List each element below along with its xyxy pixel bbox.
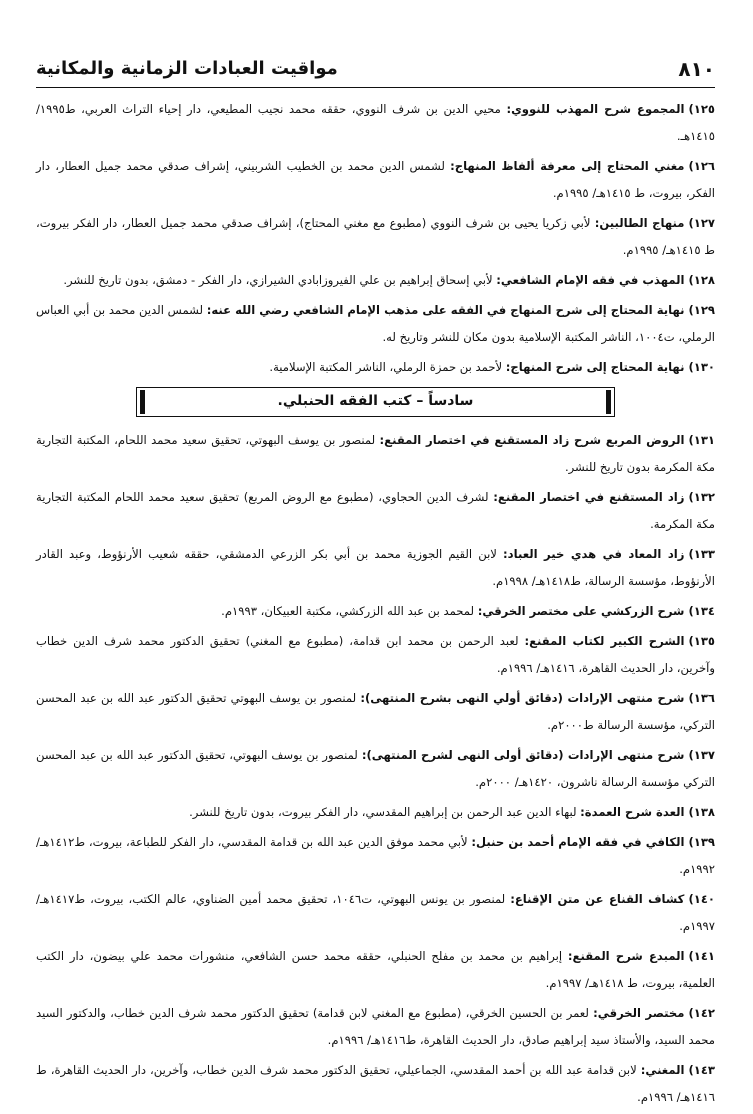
entry-number: ١٣٩) bbox=[688, 835, 715, 849]
header-divider bbox=[36, 87, 715, 88]
bibliography-entry bbox=[36, 886, 715, 940]
entry-number: ١٣٤) bbox=[688, 604, 715, 618]
entry-description: لابن قدامة عبد الله بن أحمد المقدسي، الجماعيلي، تحقيق الدكتور محمد شرف الدين خطاب، وآخرين، دار الحديث القاهرة، ط ١٤١٦هـ/ ١٩٩٦م. bbox=[36, 1063, 715, 1104]
bibliography-entry bbox=[36, 484, 715, 538]
entry-title: نهاية المحتاج إلى شرح المنهاج في الفقه على مذهب الإمام الشافعي رضي الله عنه: bbox=[206, 303, 685, 317]
bibliography-entry bbox=[36, 1000, 715, 1054]
bibliography-entry bbox=[36, 96, 715, 150]
bibliography-entry bbox=[36, 628, 715, 682]
bibliography-entry bbox=[36, 354, 715, 381]
entry-description: لمنصور بن يوسف البهوتي، تحقيق سعيد محمد اللحام، المكتبة التجارية مكة المكرمة بدون تاريخ للنشر. bbox=[36, 433, 715, 474]
entry-description: لمحمد بن عبد الله الزركشي، مكتبة العبيكان، ١٩٩٣م. bbox=[221, 604, 478, 618]
entry-title: المجموع شرح المهذب للنووي: bbox=[506, 102, 685, 116]
entry-description: إبراهيم بن محمد بن مفلح الحنبلي، حققه محمد حسن الشافعي، منشورات محمد علي بيضون، دار الكتب العلمية، بيروت، ط ١٤١٨هـ/ ١٩٩٧م. bbox=[36, 949, 715, 990]
entry-number: ١٣٦) bbox=[688, 691, 715, 705]
bibliography-entry bbox=[36, 943, 715, 997]
entry-title: الروض المربع شرح زاد المستقنع في اختصار المقنع: bbox=[379, 433, 685, 447]
entry-title: كشاف القناع عن متن الإقناع: bbox=[510, 892, 685, 906]
entry-description: محيي الدين بن شرف النووي، حققه محمد نجيب المطيعي، دار إحياء التراث العربي، ط١٩٩٥/ ١٤١٥هـ. bbox=[36, 102, 715, 143]
bibliography-entry bbox=[36, 685, 715, 739]
section-heading-box bbox=[136, 387, 615, 417]
entry-number: ١٢٧) bbox=[688, 216, 715, 230]
entry-title: مغني المحتاج إلى معرفة ألفاظ المنهاج: bbox=[450, 159, 685, 173]
bibliography-entry bbox=[36, 742, 715, 796]
entry-description: لمنصور بن يوسف البهوتي، تحقيق الدكتور عبد الله بن عبد المحسن التركي مؤسسة الرسالة ناشرون، ١٤٢٠هـ/ ٢٠٠٠م. bbox=[36, 748, 715, 789]
entry-description: لشرف الدين الحجاوي، (مطبوع مع الروض المربع) تحقيق سعيد محمد اللحام المكتبة التجارية مكة المكرمة. bbox=[36, 490, 715, 531]
bibliography-entry bbox=[36, 297, 715, 351]
entry-description: لابن القيم الجوزية محمد بن أبي بكر الزرعي الدمشقي، حققه شعيب الأرنؤوط، وعبد القادر الأرنؤوط، مؤسسة الرسالة، ط١٤١٨هـ/ ١٩٩٨م. bbox=[36, 547, 715, 588]
entry-number: ١٤٣) bbox=[688, 1063, 715, 1077]
entry-title: شرح الزركشي على مختصر الخرقي: bbox=[477, 604, 685, 618]
entry-title: المغني: bbox=[640, 1063, 685, 1077]
bibliography-entry bbox=[36, 829, 715, 883]
entry-number: ١٤٢) bbox=[688, 1006, 715, 1020]
entry-number: ١٣٨) bbox=[688, 805, 715, 819]
entry-title: زاد المعاد في هدي خير العباد: bbox=[503, 547, 685, 561]
entry-description: لمنصور بن يونس البهوتي، ت١٠٤٦، تحقيق محمد أمين الضناوي، عالم الكتب، بيروت، ط١٤١٧هـ/ ١٩٩٧م. bbox=[36, 892, 715, 933]
bibliography-entry bbox=[36, 799, 715, 826]
page-number: ٨١٠ bbox=[678, 57, 715, 81]
entry-description: لبهاء الدين عبد الرحمن بن إبراهيم المقدسي، دار الفكر بيروت، بدون تاريخ للنشر. bbox=[189, 805, 581, 819]
bibliography-entry bbox=[36, 267, 715, 294]
entry-number: ١٢٦) bbox=[688, 159, 716, 173]
entry-number: ١٢٥) bbox=[688, 102, 715, 116]
entry-number: ١٢٩) bbox=[688, 303, 715, 317]
bibliography-entry bbox=[36, 1057, 715, 1111]
section-heading: سادساً – كتب الفقه الحنبلي. bbox=[277, 393, 474, 409]
entry-title: العدة شرح العمدة: bbox=[580, 805, 685, 819]
entry-description: لأحمد بن حمزة الرملي، الناشر المكتبة الإسلامية. bbox=[269, 360, 506, 374]
entry-number: ١٣٧) bbox=[688, 748, 715, 762]
entry-description: لأبي محمد موفق الدين عبد الله بن قدامة المقدسي، دار الفكر للطباعة، بيروت، ط١٤١٢هـ/ ١٩٩٢م. bbox=[36, 835, 715, 876]
entry-title: منهاج الطالبين: bbox=[594, 216, 685, 230]
entry-number: ١٣٥) bbox=[688, 634, 715, 648]
entry-description: لعبد الرحمن بن محمد ابن قدامة، (مطبوع مع المغني) تحقيق الدكتور محمد شرف الدين خطاب وآخرين، دار الحديث القاهرة، ١٤١٦هـ/ ١٩٩٦م. bbox=[36, 634, 715, 675]
entry-description: لشمس الدين محمد بن أبي العباس الرملي، ت١٠٠٤، الناشر المكتبة الإسلامية بدون مكان للنشر وتاريخ له. bbox=[36, 303, 715, 344]
entry-number: ١٣١) bbox=[688, 433, 715, 447]
entry-description: لمنصور بن يوسف البهوتي تحقيق الدكتور عبد الله بن عبد المحسن التركي، مؤسسة الرسالة ط٢٠٠٠م. bbox=[36, 691, 715, 732]
entry-number: ١٣٣) bbox=[688, 547, 715, 561]
entry-number: ١٤١) bbox=[688, 949, 715, 963]
entry-title: نهاية المحتاج إلى شرح المنهاج: bbox=[505, 360, 685, 374]
entry-title: زاد المستقنع في اختصار المقنع: bbox=[493, 490, 685, 504]
entry-title: المبدع شرح المقنع: bbox=[567, 949, 685, 963]
bibliography-entry bbox=[36, 427, 715, 481]
entry-title: الكافي في فقه الإمام أحمد بن حنبل: bbox=[471, 835, 685, 849]
bibliography-entry bbox=[36, 153, 715, 207]
bibliography-entry bbox=[36, 541, 715, 595]
entry-number: ١٣٢) bbox=[688, 490, 715, 504]
entry-title: مختصر الخرقي: bbox=[593, 1006, 685, 1020]
entry-title: شرح منتهى الإرادات (دقائق أولى النهى لشرح المنتهى): bbox=[361, 748, 685, 762]
bibliography-entry bbox=[36, 210, 715, 264]
entry-description: لعمر بن الحسين الخرقي، (مطبوع مع المغني لابن قدامة) تحقيق الدكتور محمد شرف الدين خطاب، والدكتور السيد محمد السيد، والأستاذ سيد إبراهيم صادق، دار الحديث القاهرة، ط١٤١٦هـ/ ١٩٩٦م. bbox=[36, 1006, 715, 1047]
entry-title: شرح منتهى الإرادات (دقائق أولي النهى بشرح المنتهى): bbox=[360, 691, 685, 705]
bibliography-list bbox=[36, 96, 715, 1114]
page-header bbox=[36, 56, 715, 82]
entry-description: لأبي إسحاق إبراهيم بن علي الفيروزابادي الشيرازي، دار الفكر - دمشق، بدون تاريخ للنشر. bbox=[63, 273, 497, 287]
entry-title: المهذب في فقه الإمام الشافعي: bbox=[496, 273, 685, 287]
entry-description: لشمس الدين محمد بن الخطيب الشربيني، إشراف صدقي محمد جميل العطار، دار الفكر، بيروت، ط ١٤١٥هـ/ ١٩٩٥م. bbox=[36, 159, 715, 200]
entry-number: ١٣٠) bbox=[688, 360, 715, 374]
entry-number: ١٤٠) bbox=[688, 892, 715, 906]
bibliography-entry bbox=[36, 598, 715, 625]
running-title: مواقيت العبادات الزمانية والمكانية bbox=[36, 58, 338, 79]
entry-title: الشرح الكبير لكتاب المقنع: bbox=[524, 634, 685, 648]
entry-number: ١٢٨) bbox=[688, 273, 715, 287]
entry-description: لأبي زكريا يحيى بن شرف النووي (مطبوع مع مغني المحتاج)، إشراف صدقي محمد جميل العطار، دار الفكر بيروت، ط ١٤١٥هـ/ ١٩٩٥م. bbox=[36, 216, 715, 257]
